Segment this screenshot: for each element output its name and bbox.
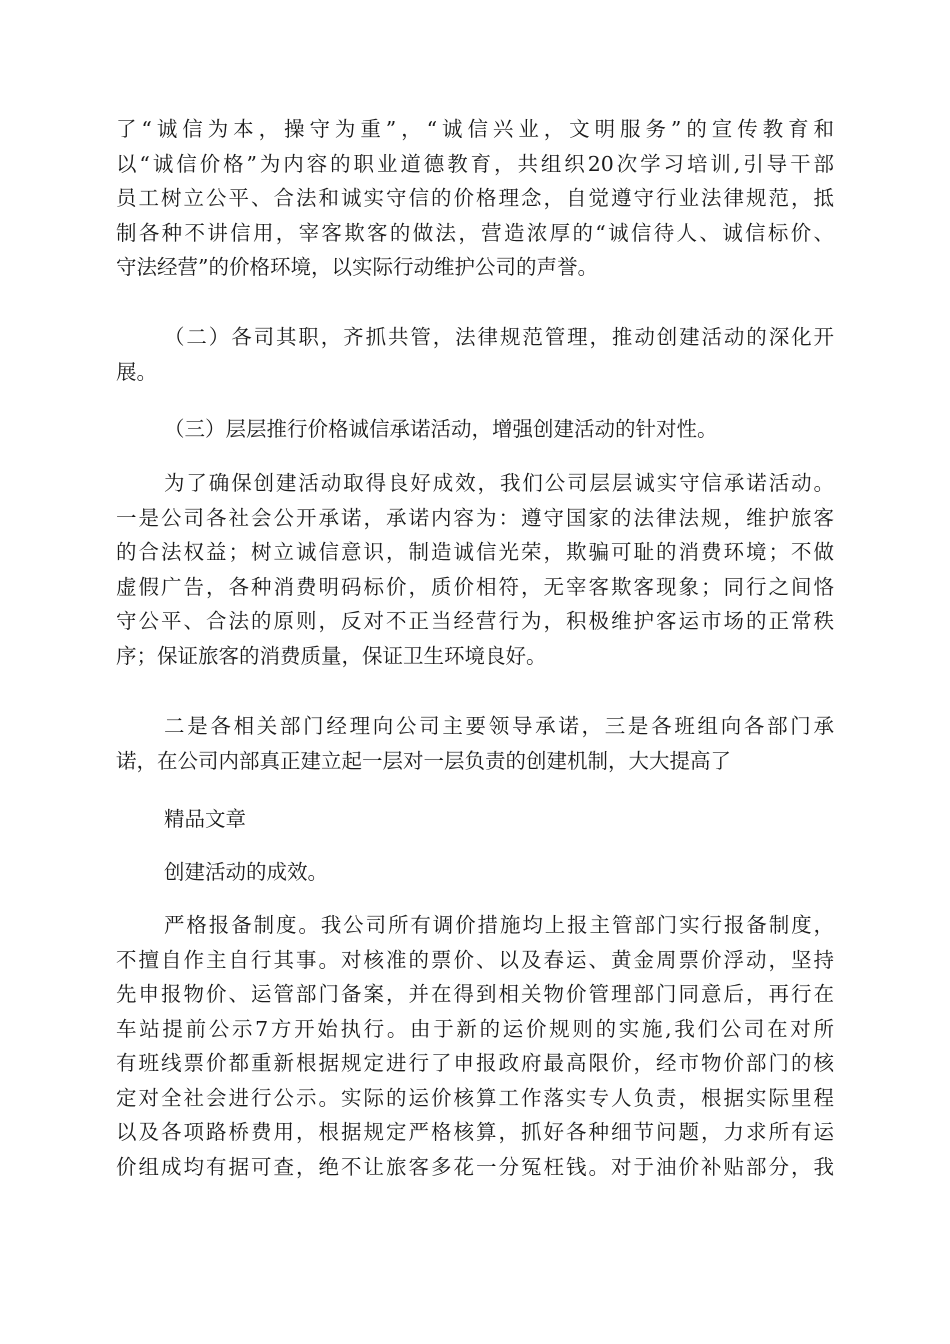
text-line: 守法经营”的价格环境，以实际行动维护公司的声誉。 (116, 255, 598, 279)
text-line: 诺，在公司内部真正建立起一层对一层负责的创建机制，大大提高了 (116, 748, 731, 773)
text-line: 以“诚信价格”为内容的职业道德教育，共组织20次学习培训,引导干部 (116, 151, 834, 176)
text-line: 为了确保创建活动取得良好成效，我们公司层层诚实守信承诺活动。 (164, 471, 834, 495)
paragraph-6 (116, 802, 834, 837)
text-line: 虚假广告，各种消费明码标价，质价相符，无宰客欺客现象；同行之间恪 (116, 574, 834, 599)
text-line: 守公平、合法的原则，反对不正当经营行为，积极维护客运市场的正常秩 (116, 609, 834, 633)
paragraph-1 (116, 112, 834, 285)
text-line: （二）各司其职，齐抓共管，法律规范管理，推动创建活动的深化开 (164, 325, 834, 349)
text-line: 先申报物价、运管部门备案，并在得到相关物价管理部门同意后，再行在 (116, 982, 834, 1006)
text-line: 有班线票价都重新根据规定进行了申报政府最高限价，经市物价部门的核 (116, 1051, 834, 1075)
text-line: 序；保证旅客的消费质量，保证卫生环境良好。 (116, 643, 547, 668)
text-line: 以及各项路桥费用，根据规定严格核算，抓好各种细节问题，力求所有运 (116, 1120, 834, 1144)
text-line: 严格报备制度。我公司所有调价措施均上报主管部门实行报备制度， (164, 913, 834, 937)
text-line: （三）层层推行价格诚信承诺活动，增强创建活动的针对性。 (164, 417, 718, 441)
text-line: 了“诚信为本，操守为重”，“诚信兴业，文明服务”的宣传教育和 (116, 117, 834, 141)
paragraph-4 (116, 466, 834, 673)
paragraph-5 (116, 709, 834, 778)
text-line: 精品文章 (164, 807, 246, 831)
text-line: 创建活动的成效。 (164, 860, 328, 884)
paragraph-3 (116, 412, 834, 447)
text-line: 员工树立公平、合法和诚实守信的价格理念，自觉遵守行业法律规范，抵 (116, 186, 834, 210)
text-line: 车站提前公示7方开始执行。由于新的运价规则的实施,我们公司在对所 (116, 1016, 834, 1041)
text-line: 价组成均有据可查，绝不让旅客多花一分冤枉钱。对于油价补贴部分，我 (116, 1154, 834, 1179)
text-line: 不擅自作主自行其事。对核准的票价、以及春运、黄金周票价浮动，坚持 (116, 947, 834, 972)
paragraph-7 (116, 855, 834, 890)
text-line: 二是各相关部门经理向公司主要领导承诺，三是各班组向各部门承 (164, 714, 834, 738)
paragraph-2 (116, 320, 834, 389)
text-line: 定对全社会进行公示。实际的运价核算工作落实专人负责，根据实际里程 (116, 1085, 834, 1110)
paragraph-8 (116, 908, 834, 1184)
text-line: 制各种不讲信用，宰客欺客的做法，营造浓厚的“诚信待人、诚信标价、 (116, 220, 834, 245)
text-line: 的合法权益；树立诚信意识，制造诚信光荣，欺骗可耻的消费环境；不做 (116, 540, 834, 564)
text-line: 一是公司各社会公开承诺，承诺内容为：遵守国家的法律法规，维护旅客 (116, 505, 834, 530)
text-line: 展。 (116, 359, 157, 384)
